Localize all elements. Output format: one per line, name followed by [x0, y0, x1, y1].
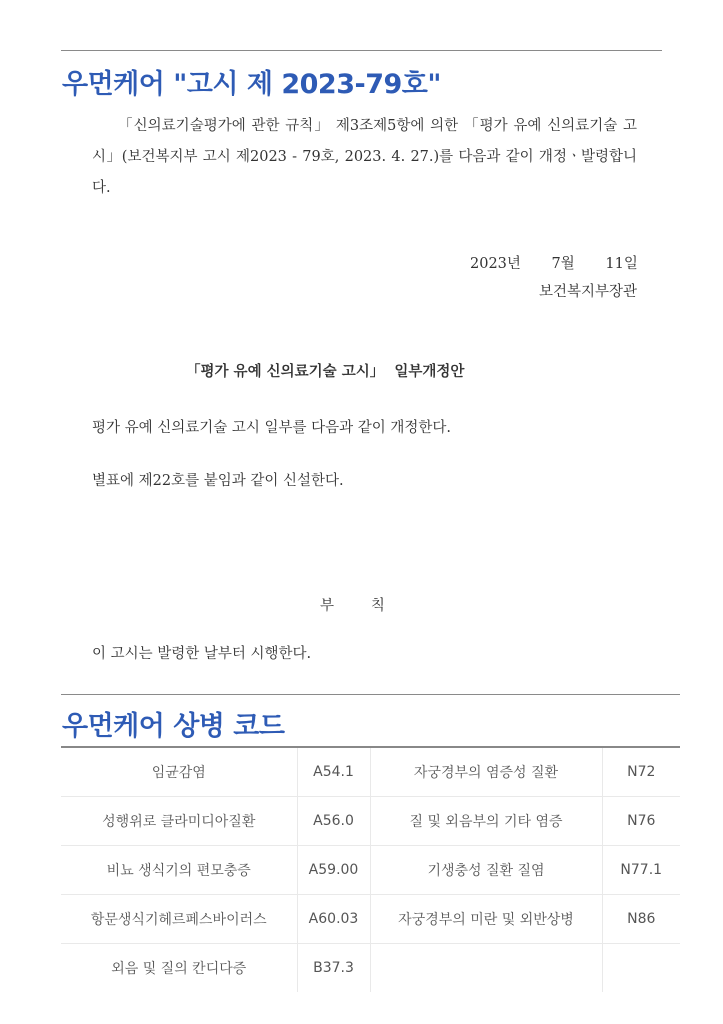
- disease-name: 임균감염: [61, 747, 297, 797]
- codes-table: [61, 746, 680, 992]
- amendment-line-1: 평가 유예 신의료기술 고시 일부를 다음과 같이 개정한다.: [92, 420, 452, 436]
- date-month: 7월: [551, 256, 575, 272]
- disease-code: A54.1: [297, 747, 370, 797]
- disease-code: A60.03: [297, 895, 370, 944]
- table-row: [61, 797, 680, 846]
- disease-code: N86: [602, 895, 680, 944]
- disease-code: N76: [602, 797, 680, 846]
- table-row: [61, 895, 680, 944]
- amendment-line-2: 별표에 제22호를 붙임과 같이 신설한다.: [92, 473, 344, 489]
- table-row: [61, 846, 680, 895]
- disease-code: A56.0: [297, 797, 370, 846]
- top-divider: [61, 50, 662, 51]
- table-row: [61, 747, 680, 797]
- disease-name: 기생충성 질환 질염: [370, 846, 602, 895]
- disease-name: 자궁경부의 염증성 질환: [370, 747, 602, 797]
- disease-name: 성행위로 클라미디아질환: [61, 797, 297, 846]
- supplementary-heading: 부 칙: [320, 598, 385, 614]
- codes-title: 우먼케어 상병 코드: [62, 711, 285, 742]
- disease-code: N77.1: [602, 846, 680, 895]
- date-day: 11일: [605, 256, 638, 272]
- disease-name: 질 및 외음부의 기타 염증: [370, 797, 602, 846]
- supplementary-text: 이 고시는 발령한 날부터 시행한다.: [92, 646, 312, 662]
- disease-code: A59.00: [297, 846, 370, 895]
- disease-name: 외음 및 질의 칸디다증: [61, 944, 297, 993]
- disease-name: 비뇨 생식기의 편모충증: [61, 846, 297, 895]
- table-row: [61, 944, 680, 993]
- date-year: 2023년: [470, 256, 521, 272]
- amendment-title: 「평가 유예 신의료기술 고시」 일부개정안: [186, 363, 465, 380]
- notice-intro: 「신의료기술평가에 관한 규칙」 제3조제5항에 의한 「평가 유예 신의료기술 고시」(보건복지부 고시 제2023 - 79호, 2023. 4. 27.)를 다음과 같이 개정ㆍ발령합니다.: [92, 118, 637, 196]
- codes-divider: [61, 694, 680, 695]
- disease-name: 자궁경부의 미란 및 외반상병: [370, 895, 602, 944]
- notice-date: [470, 252, 638, 273]
- disease-code: B37.3: [297, 944, 370, 993]
- disease-name: [370, 944, 602, 993]
- disease-code: [602, 944, 680, 993]
- disease-name: 항문생식기헤르페스바이러스: [61, 895, 297, 944]
- notice-title: 우먼케어 "고시 제 2023-79호": [62, 69, 441, 100]
- disease-code: N72: [602, 747, 680, 797]
- notice-issuer: 보건복지부장관: [538, 284, 637, 300]
